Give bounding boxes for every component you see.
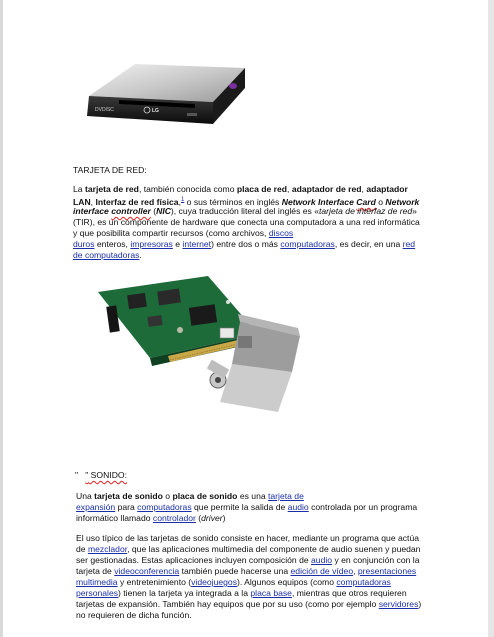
sonido-p1-line2: expansión para computadoras que permite la salida de audio controlada por un programa xyxy=(76,502,418,512)
network-card-image xyxy=(88,272,308,422)
link-duros[interactable]: duros xyxy=(73,239,95,249)
sonido-p2-line5: multimedia y entretenimiento (videojuegos). Algunos equipos (como computadoras xyxy=(76,577,391,587)
link-internet[interactable]: internet xyxy=(182,239,212,249)
link-computadoras-2[interactable]: computadoras xyxy=(137,502,192,512)
link-computadoras-personales[interactable]: computadoras xyxy=(336,577,391,587)
red-heading: TARJETA DE RED: xyxy=(73,165,147,175)
link-personales[interactable]: personales xyxy=(76,588,119,598)
link-placa-base[interactable]: placa base xyxy=(250,588,292,598)
link-multimedia[interactable]: multimedia xyxy=(76,577,118,587)
link-videojuegos[interactable]: videojuegos xyxy=(191,577,237,587)
link-servidores[interactable]: servidores xyxy=(378,599,419,609)
link-presentaciones[interactable]: presentaciones xyxy=(357,566,417,576)
link-impresoras[interactable]: impresoras xyxy=(130,239,173,249)
dvd-drive-image xyxy=(83,58,249,128)
link-expansion[interactable]: expansión xyxy=(76,502,116,512)
red-p1-line6: duros enteros, impresoras e internet) entre dos o más computadoras, es decir, en una red xyxy=(73,239,416,249)
link-tarjeta-de-expansion[interactable]: tarjeta de xyxy=(268,491,304,501)
sonido-p2-line3: ser gestionadas. Estas aplicaciones incluyen composición de audio y en conjunción con la xyxy=(76,555,420,565)
link-videoconferencia[interactable]: videoconferencia xyxy=(114,566,180,576)
sonido-heading: " " SONIDO: xyxy=(75,470,127,480)
sonido-p2-line7: tarjetas de expansión. También hay equipos que por su uso (como por ejemplo servidores) xyxy=(76,599,422,609)
red-p1-line3: interface controller (NIC), cuya traducción literal del inglés es «tarjeta de interfaz de red» xyxy=(73,206,417,216)
drive-logo-text: DVDISC xyxy=(95,107,114,113)
link-edicion-de-video[interactable]: edición de vídeo xyxy=(290,566,354,576)
red-p1-line7: de computadoras. xyxy=(73,250,142,260)
sonido-p2-line6: personales) tienen la tarjeta ya integrada a la placa base, mientras que otros requieren xyxy=(76,588,407,598)
link-controlador[interactable]: controlador xyxy=(152,513,196,523)
red-p1-line1: La tarjeta de red, también conocida como placa de red, adaptador de red, adaptador xyxy=(73,184,408,194)
red-p1-line2: LAN, Interfaz de red física,$^1$ o sus términos en inglés Network Interface Card o Network xyxy=(73,196,420,207)
sonido-p2-line8: no requieren de dicha función. xyxy=(76,610,192,620)
sonido-p2-line4: tarjeta de videoconferencia también puede hacerse una edición de vídeo, presentaciones xyxy=(76,566,417,576)
link-computadoras[interactable]: computadoras xyxy=(280,239,335,249)
link-red[interactable]: red xyxy=(402,239,416,249)
sonido-p1-line3: informático llamado controlador (driver) xyxy=(76,513,226,523)
link-audio[interactable]: audio xyxy=(287,502,309,512)
sonido-p2-line1: El uso típico de las tarjetas de sonido consiste en hacer, mediante un programa que actúa xyxy=(76,533,420,543)
page-gutter-right xyxy=(488,0,494,637)
footnote-link[interactable]: 1 xyxy=(180,197,185,203)
sonido-p2-line2: de mezclador, que las aplicaciones multimedia del componente de audio suenen y puedan xyxy=(76,544,421,554)
link-discos[interactable]: discos xyxy=(268,228,294,238)
red-p1-line5: y que posibilita compartir recursos (como archivos, discos xyxy=(73,228,294,238)
link-de-computadoras[interactable]: de computadoras xyxy=(73,250,140,260)
link-mezclador[interactable]: mezclador xyxy=(87,544,128,554)
document-page xyxy=(3,0,488,637)
sonido-p1-line1: Una tarjeta de sonido o placa de sonido es una tarjeta de xyxy=(76,491,304,501)
link-audio-2[interactable]: audio xyxy=(311,555,333,565)
drive-brand-text: LG xyxy=(152,108,159,114)
red-p1-line4: (TIR), es un componente de hardware que conecta una computadora a una red informática xyxy=(73,217,420,227)
